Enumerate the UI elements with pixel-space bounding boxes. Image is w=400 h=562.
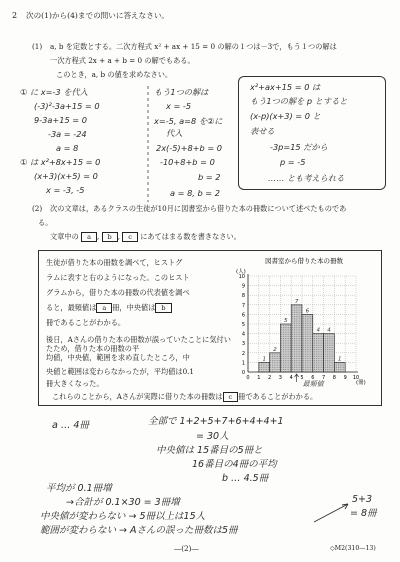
- bar-6: [313, 334, 324, 372]
- note-5: 16番目の4冊の平均: [192, 459, 277, 470]
- exam-code: ◇M2(310—13): [330, 545, 376, 552]
- passage-l9: 冊大きくなった。: [46, 379, 104, 388]
- xtick-8: 8: [332, 375, 336, 381]
- chart-title: 図書室から借りた本の冊数: [265, 257, 343, 265]
- annotation-mode: 最頻値: [302, 380, 324, 388]
- note-4: 中央値は 15番目の5冊と: [156, 445, 263, 456]
- chart-ylabel: (人): [236, 269, 246, 275]
- passage-l1: 生徒が借りた本の冊数を調べて，ヒストグ: [46, 258, 183, 267]
- q1-line2: 一次方程式 2x + a + b = 0 の解でもある。: [50, 56, 195, 65]
- q1-label: (1): [32, 42, 43, 51]
- ytick-5: 5: [241, 322, 245, 328]
- xtick-3: 3: [278, 375, 282, 381]
- annotation-count-1: 1: [262, 356, 266, 363]
- passage-l2: ラムに表すと右のようになった。このヒスト: [46, 273, 190, 282]
- ytick-1: 1: [241, 360, 245, 367]
- xtick-9: 9: [343, 375, 347, 381]
- xtick-5: 5: [300, 375, 304, 381]
- passage-box-b: b: [155, 303, 171, 313]
- passage-l3: グラムから，借りた本の冊数の代表値を調べ: [46, 288, 190, 297]
- ytick-6: 6: [241, 312, 245, 319]
- q2-line1: 次の文章は，あるクラスの生徒が10月に図書室から借りた本の冊数について述べたものであ: [50, 204, 347, 213]
- work-separator: [146, 86, 150, 202]
- work-box-7: …… とも考えられる: [268, 173, 345, 183]
- xtick-7: 7: [322, 375, 326, 381]
- work-left-3: 9-3a+15 = 0: [34, 115, 87, 125]
- page-number: ―(2)―: [174, 544, 199, 553]
- work-left-2: (-3)²-3a+15 = 0: [34, 101, 100, 111]
- work-left-5: a = 8: [56, 143, 79, 153]
- mode-arrow: [295, 374, 299, 382]
- q1-line1: a, b を定数とする。二次方程式 x² + ax + 15 = 0 の解の１つは－3で，もう１つの解は: [50, 42, 337, 51]
- bar-3: [280, 324, 291, 372]
- passage-box-c: c: [223, 392, 239, 402]
- bar-1: [259, 362, 270, 372]
- xtick-6: 6: [311, 375, 315, 381]
- passage-l7: 均値，中央値，範囲を求め直したところ，中: [46, 353, 190, 362]
- annotation-count-3: 5: [284, 318, 288, 324]
- bar-2: [270, 353, 281, 372]
- question-instruction: 次の(1)から(4)までの問いに答えなさい。: [26, 11, 170, 20]
- xtick-4: 4: [289, 375, 293, 381]
- work-box-2: もう1つの解を p とすると: [250, 96, 348, 106]
- bar-7: [324, 334, 335, 372]
- bar-8: [334, 362, 345, 372]
- question-number: 2: [12, 11, 18, 20]
- work-left-1: ① に x=-3 を代入: [20, 87, 88, 97]
- annotation-count-4: 7: [294, 298, 299, 305]
- note-8: →合計が 0.1×30 = 3冊増: [66, 497, 180, 508]
- ytick-10: 10: [238, 274, 245, 280]
- passage-l5: 冊であることがわかる。: [46, 318, 126, 327]
- ytick-4: 4: [241, 331, 245, 338]
- q2-box-a: a: [81, 232, 97, 242]
- q2-label: (2): [32, 204, 43, 213]
- annotation-count-2: 2: [273, 346, 277, 353]
- chart-bars: [259, 305, 345, 372]
- ytick-9: 9: [241, 283, 245, 290]
- note-1: a … 4冊: [52, 420, 89, 431]
- passage-l10: これらのことから，Aさんが実際に借りた本の冊数は c 冊であることがわかる。: [52, 392, 318, 401]
- bar-5: [302, 314, 313, 372]
- ytick-0: 0: [241, 370, 245, 376]
- work-mid-5: 2x(-5)+8+b = 0: [156, 143, 223, 153]
- q1-line3: このとき，a, b の値を求めなさい。: [56, 70, 173, 79]
- work-mid-1: もう1つの解は: [154, 87, 209, 97]
- note-11: 5+3: [352, 494, 373, 505]
- work-left-7: (x+3)(x+5) = 0: [34, 171, 98, 181]
- work-mid-3: x=-5, a=8 を②に: [154, 116, 223, 126]
- note-10: 範囲が変わらない → Aさんの誤った冊数は5冊: [40, 525, 238, 536]
- note-12: = 8冊: [350, 508, 377, 519]
- work-mid-2: x = -5: [166, 101, 192, 111]
- work-box-5: -3p=15 だから: [270, 142, 328, 152]
- xtick-2: 2: [268, 375, 272, 381]
- q2-box-b: b: [102, 232, 118, 242]
- q2-box-c: c: [122, 232, 138, 242]
- work-left-4: -3a = -24: [48, 129, 87, 139]
- work-mid-4: 代入: [166, 128, 183, 138]
- xtick-0: 0: [246, 375, 250, 381]
- work-mid-7: b = 2: [198, 172, 221, 182]
- q2-line2: る。: [38, 218, 53, 227]
- chart-yticks: [239, 274, 245, 376]
- work-left-8: x = -3, -5: [46, 185, 85, 195]
- work-box-4: 表せる: [250, 126, 275, 136]
- note-9: 中央値が変わらない → 5冊以上は15人: [40, 511, 206, 522]
- passage-l8: 央値と範囲は変わらなかったが，平均値は0.1: [46, 367, 194, 376]
- chart-xlabel: (冊): [356, 380, 366, 386]
- work-left-6: ① は x²+8x+15 = 0: [20, 157, 101, 167]
- xtick-10: 10: [352, 375, 360, 381]
- note-2: 全部で 1+2+5+7+6+4+4+1: [148, 416, 284, 427]
- work-box-1: x²+ax+15 = 0 は: [250, 82, 321, 92]
- histogram: [232, 254, 376, 388]
- q2-prompt: 文章中の a , b , c にあてはまる数を書きなさい。: [50, 232, 241, 241]
- note-6: b … 4.5冊: [222, 473, 269, 484]
- annotation-count-7: 4: [327, 327, 331, 334]
- passage-l6: 後日，Aさんの借りた本の冊数が誤っていたことに気付いたため，借りた本の冊数の平: [46, 335, 231, 353]
- note-7: 平均が 0.1冊増: [46, 483, 112, 494]
- ytick-8: 8: [241, 293, 245, 300]
- bar-4: [291, 305, 302, 372]
- work-box-6: p = -5: [280, 157, 306, 167]
- note-3: = 30人: [196, 431, 229, 442]
- note-arrow: [312, 500, 352, 524]
- xtick-1: 1: [257, 375, 261, 381]
- work-mid-6: -10+8+b = 0: [160, 157, 215, 167]
- passage-l4: ると，最頻値は a 冊，中央値は b: [46, 303, 172, 313]
- ytick-7: 7: [241, 302, 245, 309]
- work-mid-8: a = 8, b = 2: [170, 188, 220, 198]
- work-box-3: (x-p)(x+3) = 0 と: [250, 111, 321, 121]
- ytick-2: 2: [241, 350, 245, 357]
- passage-box-a: a: [96, 303, 112, 313]
- annotation-count-5: 6: [305, 308, 310, 315]
- annotation-count-6: 4: [316, 327, 320, 334]
- ytick-3: 3: [241, 341, 245, 348]
- annotation-count-8: 1: [338, 356, 342, 363]
